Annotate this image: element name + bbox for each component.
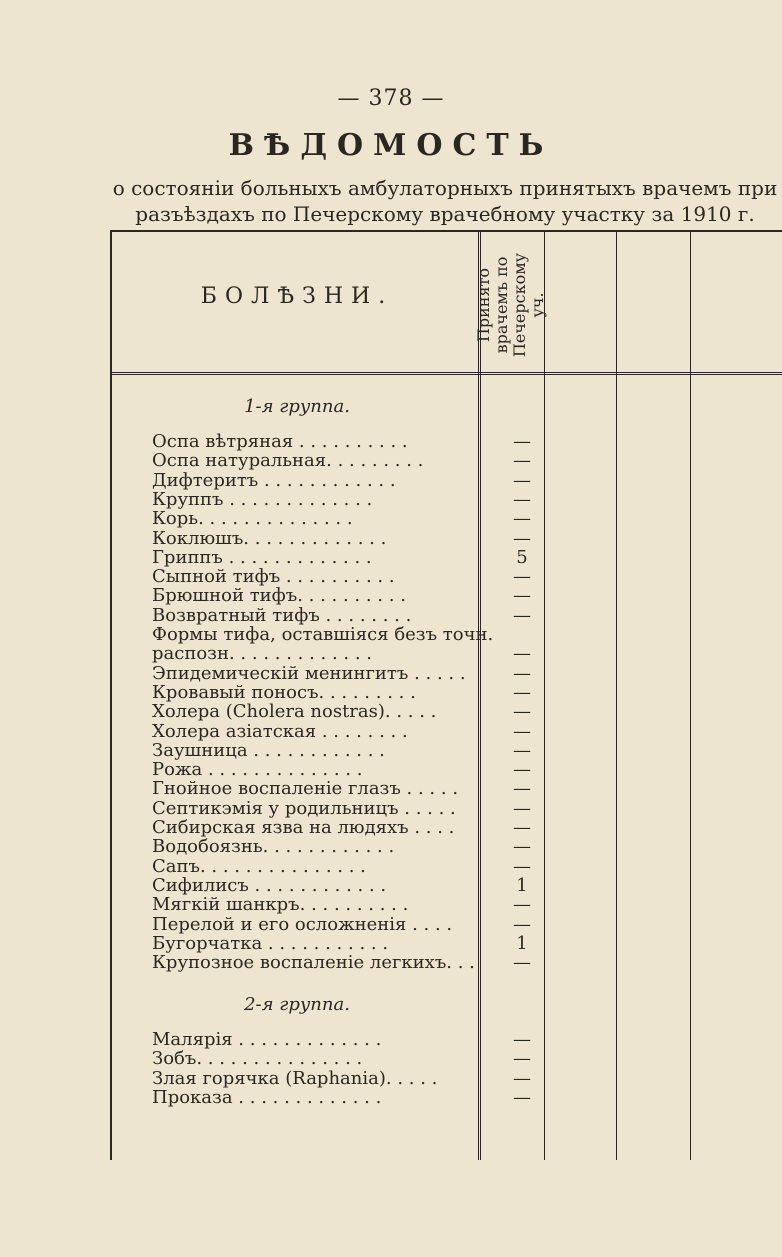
accepted-count: —: [513, 1048, 531, 1070]
disease-name: Бугорчатка . . . . . . . . . . .: [152, 932, 389, 954]
disease-name: Кровавый поносъ. . . . . . . . .: [152, 681, 416, 703]
disease-name: Заушница . . . . . . . . . . . .: [152, 739, 385, 761]
disease-name: Эпидемическiй менингитъ . . . . .: [152, 662, 466, 684]
accepted-count: —: [513, 508, 531, 530]
accepted-count: —: [513, 469, 531, 491]
accepted-count: —: [513, 797, 531, 819]
disease-name: Проказа . . . . . . . . . . . . .: [152, 1086, 382, 1108]
accepted-count: —: [513, 913, 531, 935]
accepted-count: —: [513, 488, 531, 510]
page-title: ВѢДОМОСТЬ: [228, 128, 554, 163]
page-number: — 378 —: [337, 86, 445, 111]
accepted-count: —: [513, 681, 531, 703]
disease-name: Формы тифа, оставшiяся безъ точн.: [152, 624, 494, 645]
header-diseases: БОЛѢЗНИ.: [200, 284, 394, 309]
disease-name: Возвратный тифъ . . . . . . . .: [152, 604, 412, 626]
disease-name: Коклюшъ. . . . . . . . . . . . .: [152, 527, 387, 549]
accepted-count: —: [513, 720, 531, 742]
disease-name: Дифтеритъ . . . . . . . . . . . .: [152, 469, 396, 491]
accepted-count: —: [513, 566, 531, 588]
disease-name: Септикэмiя у родильницъ . . . . .: [152, 797, 456, 819]
disease-name: Мягкiй шанкръ. . . . . . . . . .: [152, 894, 409, 916]
accepted-count: —: [513, 604, 531, 626]
accepted-count: —: [513, 759, 531, 781]
group-2-title: 2-я группа.: [244, 994, 350, 1015]
disease-name: Холера азiатская . . . . . . . .: [152, 720, 408, 742]
disease-name: Перелой и его осложненiя . . . .: [152, 913, 453, 935]
accepted-count: —: [513, 701, 531, 723]
disease-name: Оспа натуральная. . . . . . . . .: [152, 450, 424, 472]
disease-name: Корь. . . . . . . . . . . . . .: [152, 508, 353, 530]
accepted-count: —: [513, 1067, 531, 1089]
accepted-count: —: [513, 739, 531, 761]
accepted-count: —: [513, 894, 531, 916]
disease-name: Сибирская язва на людяхъ . . . .: [152, 817, 455, 838]
disease-name: Водобоязнь. . . . . . . . . . . .: [152, 836, 395, 858]
header-divider: [112, 372, 782, 375]
accepted-count: —: [513, 1029, 531, 1050]
accepted-count: —: [513, 431, 531, 452]
accepted-count: —: [513, 855, 531, 877]
accepted-count: —: [513, 450, 531, 472]
accepted-count: —: [513, 817, 531, 838]
header-column-accepted-label: Принято врачемъ по Печерскому уч.: [474, 252, 547, 358]
disease-name: Оспа вѣтряная . . . . . . . . . .: [152, 431, 408, 452]
disease-name: Гриппъ . . . . . . . . . . . . .: [152, 546, 372, 568]
accepted-count: —: [513, 952, 531, 974]
disease-name: Сыпной тифъ . . . . . . . . . .: [152, 566, 395, 588]
disease-name: Сифилисъ . . . . . . . . . . . .: [152, 874, 387, 896]
accepted-count: —: [513, 836, 531, 858]
disease-name: Зобъ. . . . . . . . . . . . . . .: [152, 1048, 363, 1070]
group-1-title: 1-я группа.: [244, 396, 350, 417]
accepted-count: —: [513, 585, 531, 607]
subtitle-line-2: разъѣздахъ по Печерскому врачебному участку за 1910 г.: [135, 202, 755, 226]
subtitle-line-1: о состоянiи больныхъ амбулаторныхъ принятыхъ врачемъ при: [112, 176, 778, 200]
disease-name: распозн. . . . . . . . . . . . .: [152, 643, 373, 665]
disease-name: Гнойное воспаленiе глазъ . . . . .: [152, 778, 459, 800]
disease-name: Рожа . . . . . . . . . . . . . .: [152, 759, 363, 781]
disease-name: Холера (Cholera nostras). . . . .: [152, 701, 437, 723]
table-row: [152, 1086, 592, 1109]
accepted-count: 1: [516, 874, 528, 896]
accepted-count: —: [513, 662, 531, 684]
disease-table: [110, 230, 782, 1160]
disease-name: Сапъ. . . . . . . . . . . . . . .: [152, 855, 366, 877]
disease-name: Брюшной тифъ. . . . . . . . . .: [152, 585, 406, 607]
disease-name: Малярiя . . . . . . . . . . . . .: [152, 1029, 382, 1050]
accepted-count: 1: [516, 932, 528, 954]
disease-name: Круппъ . . . . . . . . . . . . .: [152, 488, 373, 510]
disease-name: Крупозное воспаленiе легкихъ. . .: [152, 952, 475, 974]
header-column-accepted: [474, 242, 547, 368]
accepted-count: —: [513, 527, 531, 549]
disease-name: Злая горячка (Raphania). . . . .: [152, 1067, 438, 1089]
accepted-count: —: [513, 1086, 531, 1108]
accepted-count: —: [513, 643, 531, 665]
table-row: [152, 951, 592, 974]
accepted-count: —: [513, 778, 531, 800]
accepted-count: 5: [516, 546, 528, 568]
